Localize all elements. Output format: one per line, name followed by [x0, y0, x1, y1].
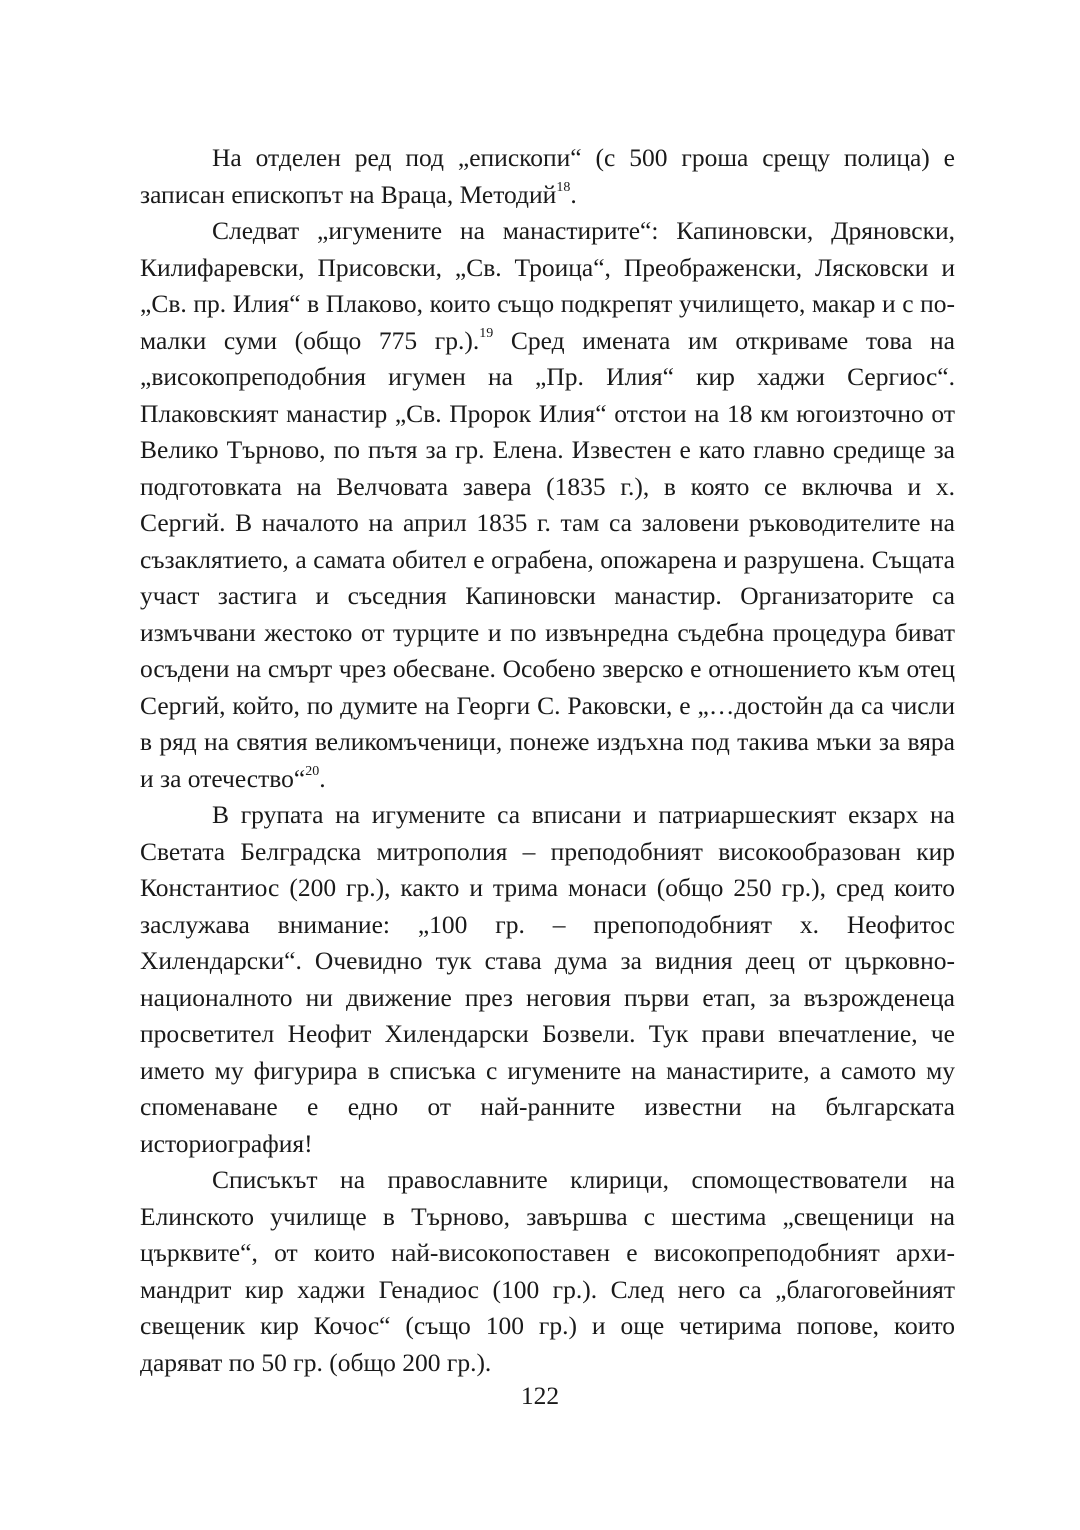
paragraph-1-end: .: [570, 179, 577, 209]
paragraph-2: [140, 213, 955, 797]
paragraph-2-end: .: [319, 763, 326, 793]
footnote-ref-18[interactable]: 18: [556, 180, 571, 195]
paragraph-4: Списъкът на православните клирици, спомоществователи на Елинското училище в Търново, завършва с шестима „свещеници на църквите“, от които най-високопоставен е високопреподобният архимандрит кир хаджи Генадиос (100 гр.). След него са „благоговейният свещеник кир Кочос“ (също 100 гр.) и още четирима попове, които даряват по 50 гр. (общо 200 гр.).: [140, 1165, 955, 1377]
paragraph-2-text: Следват „игумените на манастирите“: Капиновски, Дряновски, Килифаревски, Присовски, „Св. Троица“, Преображенски, Лясковски и „Св. пр. Илия“ в Плаково, които също подкрепят училището, макар и с по-малки суми (общо 775 гр.).: [140, 216, 955, 355]
footnote-ref-20[interactable]: 20: [305, 764, 320, 779]
paragraph-2-continued: Сред имената им откриваме това на „високопреподобния игумен на „Пр. Илия“ кир хаджи Сергиос“. Плаковският манастир „Св. Пророк Илия“ отстои на 18 км югоизточно от Велико Търново, по пътя за гр. Елена. Известен е като главно средище за подготовката на Велчовата завера (1835 г.), в която се включва и х. Сергий. В началото на април 1835 г. там са заловени ръководителите на съзаклятието, а самата обител е ограбена, опожарена и разрушена. Същата участ застига и съседния Капиновски манастир. Организаторите са измъчвани жестоко от турците и по извънредна съдебна процедура биват осъдени на смърт чрез обесване. Особено зверско е отношението към отец Сергий, който, по думите на Георги С. Раковски, е „…достойн да са числи в ряд на святия великомъченици, понеже издъхна под такива мъки за вяра и за отечество“: [140, 325, 955, 793]
page-number: 122: [520, 1381, 560, 1410]
paragraph-1-text: На отделен ред под „епископи“ (с 500 гроша срещу полица) е записан епископът на Враца, Методий: [140, 143, 955, 209]
footnote-ref-19[interactable]: 19: [479, 326, 494, 341]
page-body: [140, 140, 955, 1381]
paragraph-1: [140, 140, 955, 213]
paragraph-3: В групата на игумените са вписани и патриаршеският екзарх на Светата Белградска митрополия – преподобният високообразован кир Константиос (200 гр.), както и трима монаси (общо 250 гр.), сред които заслужава внимание: „100 гр. – препоподобният х. Неофитос Хилендарски“. Очевидно тук става дума за видния деец от църковнонационалното ни движение през неговия първи етап, за възрожденеца просветител Неофит Хилендарски Бозвели. Тук прави впечатление, че името му фигурира в списъка с игумените на манастирите, а самото му споменаване е едно от най-ранните известни на българската историография!: [140, 800, 955, 1158]
